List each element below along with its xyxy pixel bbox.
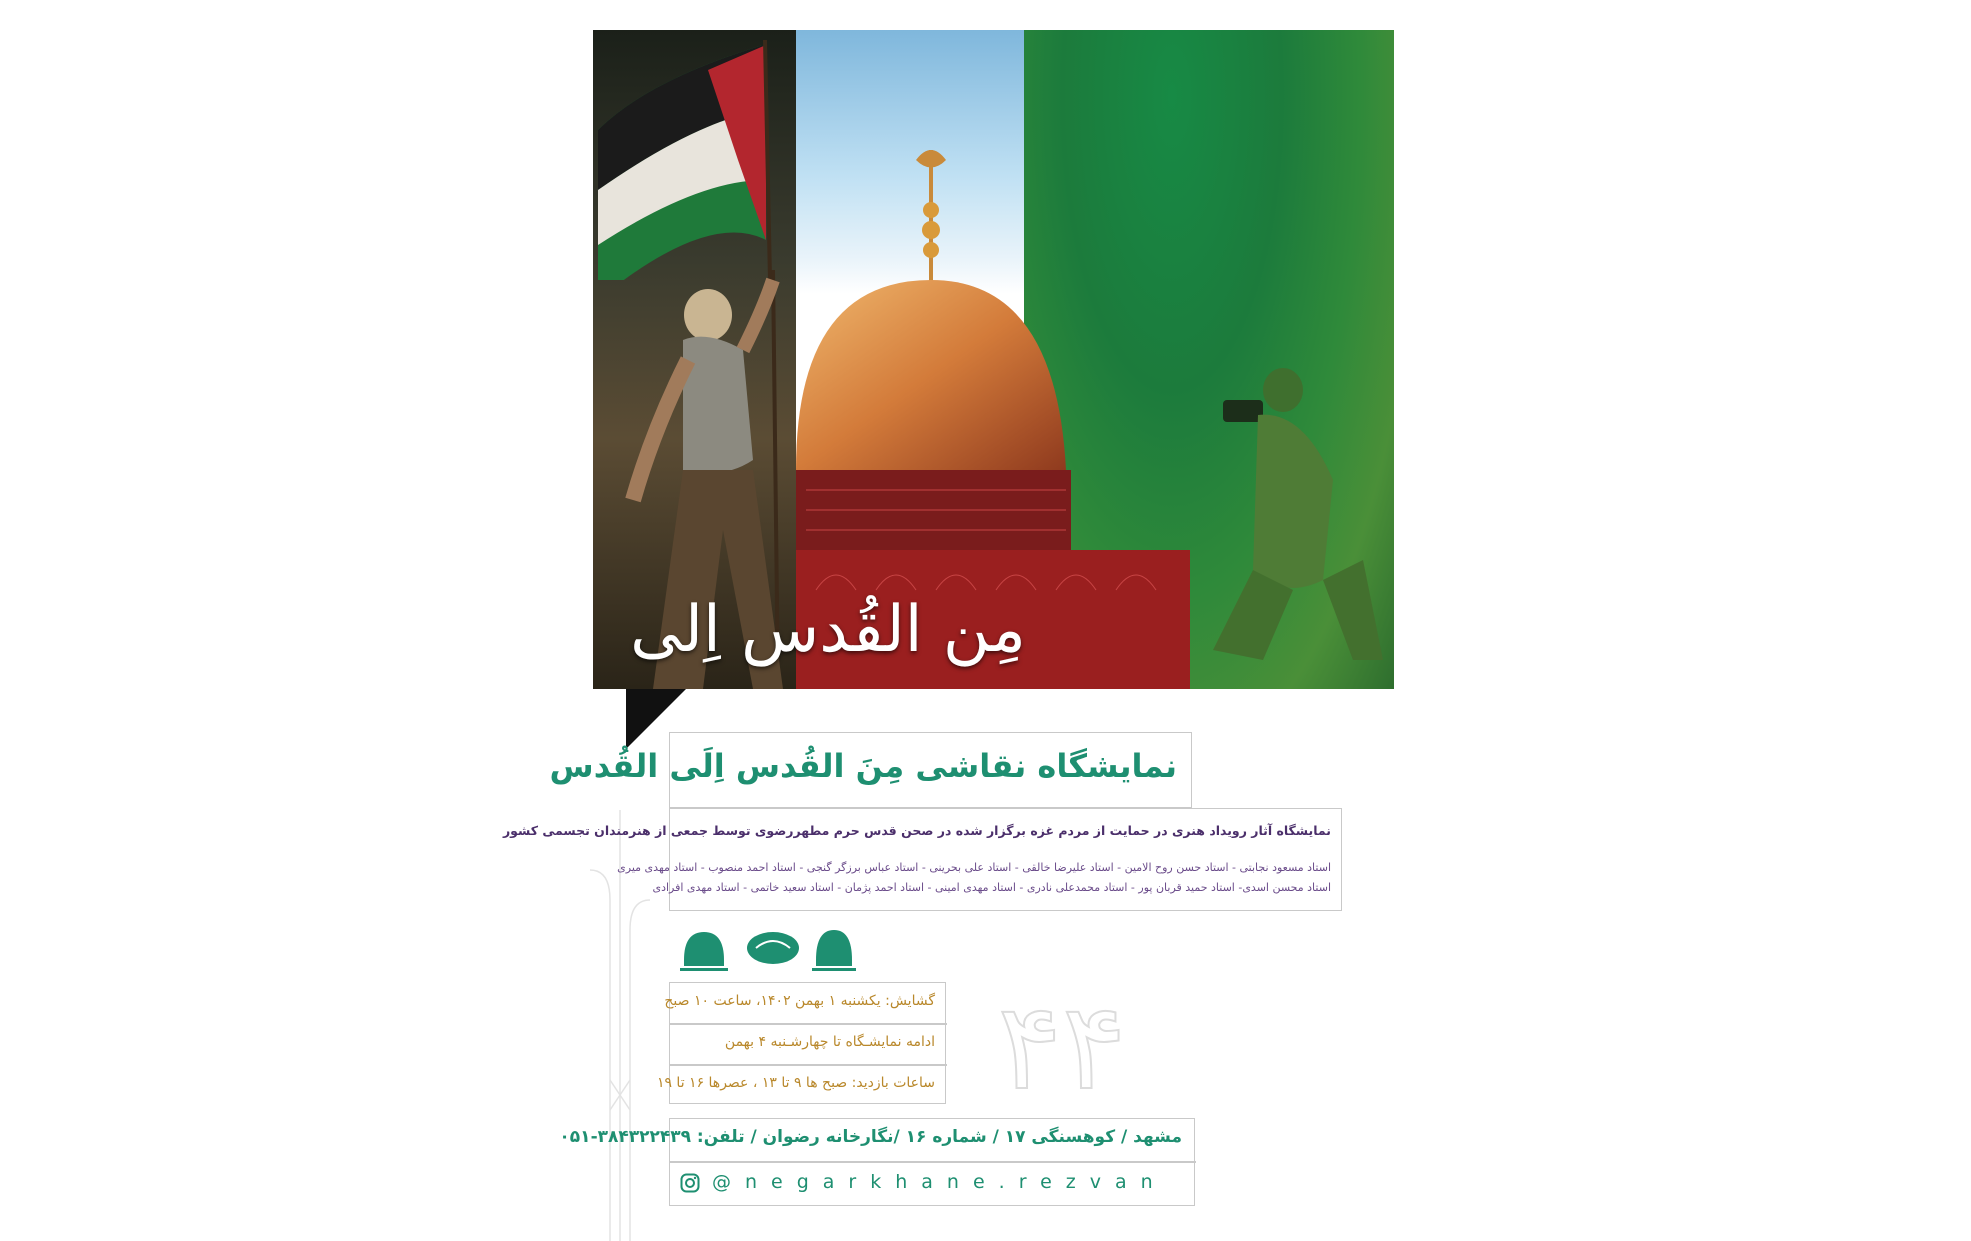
palestine-flag-icon xyxy=(593,40,773,280)
title-box xyxy=(549,732,1192,808)
artists-line-1: استاد مسعود نجابتی - استاد حسن روح الامین - استاد علیرضا خالقی - استاد علی بحرینی - استاد عباس برزگر گنجی - استاد احمد منصوب - استاد مهدی میری xyxy=(617,861,1331,874)
artists-line-2: استاد محسن اسدی- استاد حمید قربان پور - استاد محمدعلی نادری - استاد مهدی امینی - استاد احمد پژمان - استاد سعید خاتمی - استاد مهدی افرادی xyxy=(652,881,1331,894)
organization-logo-icon xyxy=(680,932,728,971)
schedule-box xyxy=(656,982,946,1104)
divider xyxy=(670,1023,947,1025)
address-box xyxy=(559,1118,1195,1206)
poster-subtitle: نمایشگاه آثار رویداد هنری در حمایت از مردم غزه برگزار شده در صحن قدس حرم مطهررضوی توسط جمعی از هنرمندان تجسمی کشور xyxy=(502,823,1331,838)
calligraphy-title: مِن القُدس اِلی xyxy=(630,593,1026,667)
big-number-44 xyxy=(975,988,1150,1098)
opening-time: گشایش: یکشنبه ۱ بهمن ۱۴۰۲، ساعت ۱۰ صبح xyxy=(664,993,935,1009)
poster-title: نمایشگاه نقاشی مِنَ القُدس اِلَی القُدس xyxy=(549,747,1177,785)
decorative-lines xyxy=(590,810,650,1241)
divider xyxy=(670,1161,1196,1163)
sponsor-logos xyxy=(676,920,856,978)
big-number-text: ۴۴ xyxy=(997,988,1127,1098)
instagram-handle[interactable]: @negarkhane.rezvan xyxy=(712,1171,1167,1193)
exhibition-continuation: ادامه نمایشـگاه تا چهارشـنبه ۴ بهمن xyxy=(724,1034,935,1050)
divider xyxy=(670,1064,947,1066)
calligraphy-logo-icon xyxy=(747,932,799,964)
instagram-icon xyxy=(680,1173,700,1193)
address-text: مشهد / کوهسنگی ۱۷ / شماره ۱۶ /نگارخانه رضوان / تلفن: ۳۸۴۳۲۲۴۳۹-۰۵۱ xyxy=(559,1127,1182,1147)
description-box xyxy=(502,808,1342,911)
poster-hero-image xyxy=(593,30,1394,689)
shrine-logo-icon xyxy=(812,930,856,971)
photographer-figure xyxy=(1203,360,1383,660)
visiting-hours: ساعات بازدید: صبح ها ۹ تا ۱۳ ، عصرها ۱۶ تا ۱۹ xyxy=(656,1075,935,1091)
